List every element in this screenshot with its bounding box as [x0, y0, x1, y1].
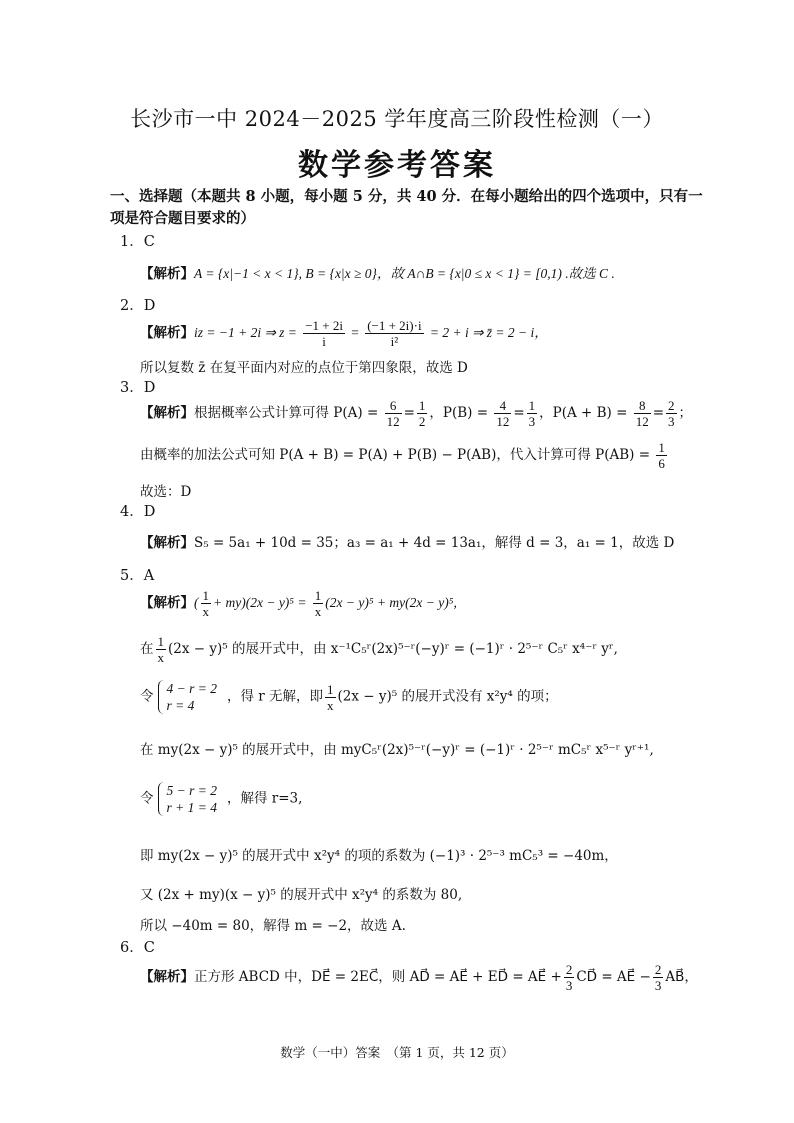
q5-line-1b: + my)(2x − y)⁵ =	[213, 595, 307, 610]
question-3-explanation: 【解析】根据概率公式计算可得 P(A) = $\frac{6}{12}$ = $\frac{1}{2}$ ，P(B) = $\frac{4}{12}$ = $\frac{1}{3}$ ，P(A + B) = $\frac{8}{12}$ = $\frac{2}{3}$ ；	[140, 398, 693, 429]
fraction: $\frac{1}{x}$	[157, 634, 164, 665]
explanation-tag: 【解析】	[140, 325, 194, 341]
q5-line-5b: ，解得 r=3,	[226, 790, 303, 807]
equation-system: 4 − r = 2 r = 4	[158, 680, 223, 714]
question-1-answer: 1．C	[120, 234, 155, 250]
question-2-explanation	[140, 318, 548, 349]
equation-system: 5 − r = 2 r + 1 = 4	[158, 782, 223, 816]
explanation-tag: 【解析】	[140, 535, 194, 551]
q5-line-3	[140, 680, 558, 714]
fraction: $\frac{1}{x}$	[327, 681, 334, 713]
explanation-tag: 【解析】	[140, 969, 194, 985]
q5-line-2	[140, 634, 618, 665]
fraction: $\frac{1}{6}$	[658, 440, 665, 471]
q4-line-1: S₅ = 5a₁ + 10d = 35；a₃ = a₁ + 4d = 13a₁，解得 d = 3，a₁ = 1，故选 D	[194, 535, 675, 551]
question-6-answer: 6．C	[120, 940, 155, 956]
q5-line-1c: (2x − y)⁵ + my(2x − y)⁵,	[325, 595, 457, 610]
q5-line-2b: (2x − y)⁵ 的展开式中，由 x⁻¹C₅ʳ(2x)⁵⁻ʳ(−y)ʳ = (−1)ʳ · 2⁵⁻ʳ C₅ʳ x⁴⁻ʳ yʳ,	[168, 641, 618, 657]
q5-line-3b: ，得 r 无解，即	[226, 688, 324, 705]
fraction: $\frac{4}{12}$	[496, 398, 510, 429]
question-3-answer: 3．D	[120, 380, 156, 396]
explanation-tag: 【解析】	[140, 266, 194, 282]
q3-line-2a: 由概率的加法公式可知 P(A + B) = P(A) + P(B) − P(AB)，代入计算可得 P(AB) =	[140, 447, 651, 463]
question-4-explanation	[140, 531, 674, 551]
q5-line-3a: 令	[140, 688, 154, 705]
fraction: $\frac{-1 + 2i}{i}$	[305, 318, 343, 349]
fraction: $\frac{1}{2}$	[418, 398, 426, 429]
fraction: $\frac{1}{x}$	[202, 588, 209, 619]
question-5-explanation	[140, 588, 457, 619]
fraction: $\frac{8}{12}$	[635, 398, 649, 429]
q5-line-3c: (2x − y)⁵ 的展开式没有 x²y⁴ 的项；	[337, 688, 558, 705]
q5-paren: (	[194, 595, 199, 610]
q2-line-2: 所以复数 z̄ 在复平面内对应的点位于第四象限，故选 D	[140, 360, 468, 376]
question-5-answer: 5．A	[120, 568, 155, 584]
q5-line-5	[140, 782, 302, 816]
q5-line-6: 即 my(2x − y)⁵ 的展开式中 x²y⁴ 的项的系数为 (−1)³ · 2⁵⁻³ mC₅³ = −40m，	[140, 848, 618, 864]
q1-line-1: A = {x|−1 < x < 1}, B = {x|x ≥ 0}，故 A∩B = {x|0 ≤ x < 1} = [0,1) .故选 C .	[194, 266, 615, 281]
fraction: $\frac{1}{3}$	[528, 398, 536, 429]
explanation-tag: 【解析】	[140, 595, 194, 611]
question-2-answer: 2．D	[120, 298, 156, 314]
document-subtitle: 数学参考答案	[298, 148, 496, 183]
fraction: $\frac{1}{x}$	[314, 588, 322, 619]
fraction: $\frac{(-1 + 2i)\cdot i}{\text{i²}}$	[367, 318, 422, 349]
question-6-explanation	[140, 962, 698, 993]
equals-sign: =	[351, 325, 359, 340]
q3-line-2	[140, 440, 669, 471]
fraction: $\frac{6}{12}$	[386, 398, 400, 429]
q5-line-4: 在 my(2x − y)⁵ 的展开式中，由 myC₅ʳ(2x)⁵⁻ʳ(−y)ʳ = (−1)ʳ · 2⁵⁻ʳ mC₅ʳ x⁵⁻ʳ yʳ⁺¹,	[140, 742, 654, 758]
q5-line-2a: 在	[140, 641, 154, 657]
q6-line-1c: AB⃗，	[665, 969, 698, 985]
fraction: $\frac{2}{3}$	[654, 962, 662, 993]
document-title: 长沙市一中 2024－2025 学年度高三阶段性检测（一）	[130, 107, 664, 131]
question-1-explanation	[140, 262, 615, 282]
explanation-tag: 【解析】	[140, 405, 194, 421]
fraction: $\frac{2}{3}$	[565, 962, 573, 993]
q5-line-8: 所以 −40m = 80，解得 m = −2，故选 A.	[140, 918, 406, 934]
q3-line-1d: ；	[678, 405, 693, 421]
q5-line-5a: 令	[140, 790, 154, 807]
q2-line-1b: = 2 + i ⇒ z̄ = 2 − i，	[429, 325, 548, 340]
q3-line-1a: 根据概率公式计算可得 P(A) =	[194, 405, 379, 421]
q2-line-1a: iz = −1 + 2i ⇒ z =	[194, 325, 297, 340]
fraction: $\frac{2}{3}$	[668, 398, 675, 429]
q3-line-3: 故选：D	[140, 484, 192, 500]
question-4-answer: 4．D	[120, 504, 156, 520]
q6-line-1a: 正方形 ABCD 中，DE⃗ = 2EC⃗，则 AD⃗ = AE⃗ + ED⃗ = AE⃗ +	[194, 969, 562, 985]
q6-line-1b: CD⃗ = AE⃗ −	[576, 969, 651, 985]
q5-line-7: 又 (2x + my)(x − y)⁵ 的展开式中 x²y⁴ 的系数为 80,	[140, 887, 463, 903]
q3-line-1c: ，P(A + B) =	[539, 405, 628, 421]
page-footer: 数学（一中）答案 （第 1 页，共 12 页）	[280, 1045, 514, 1060]
q3-line-1b: ，P(B) =	[429, 405, 489, 421]
section-heading: 一、选择题（本题共 8 小题，每小题 5 分，共 40 分．在每小题给出的四个选项中，只有一项是符合题目要求的）	[110, 188, 703, 227]
